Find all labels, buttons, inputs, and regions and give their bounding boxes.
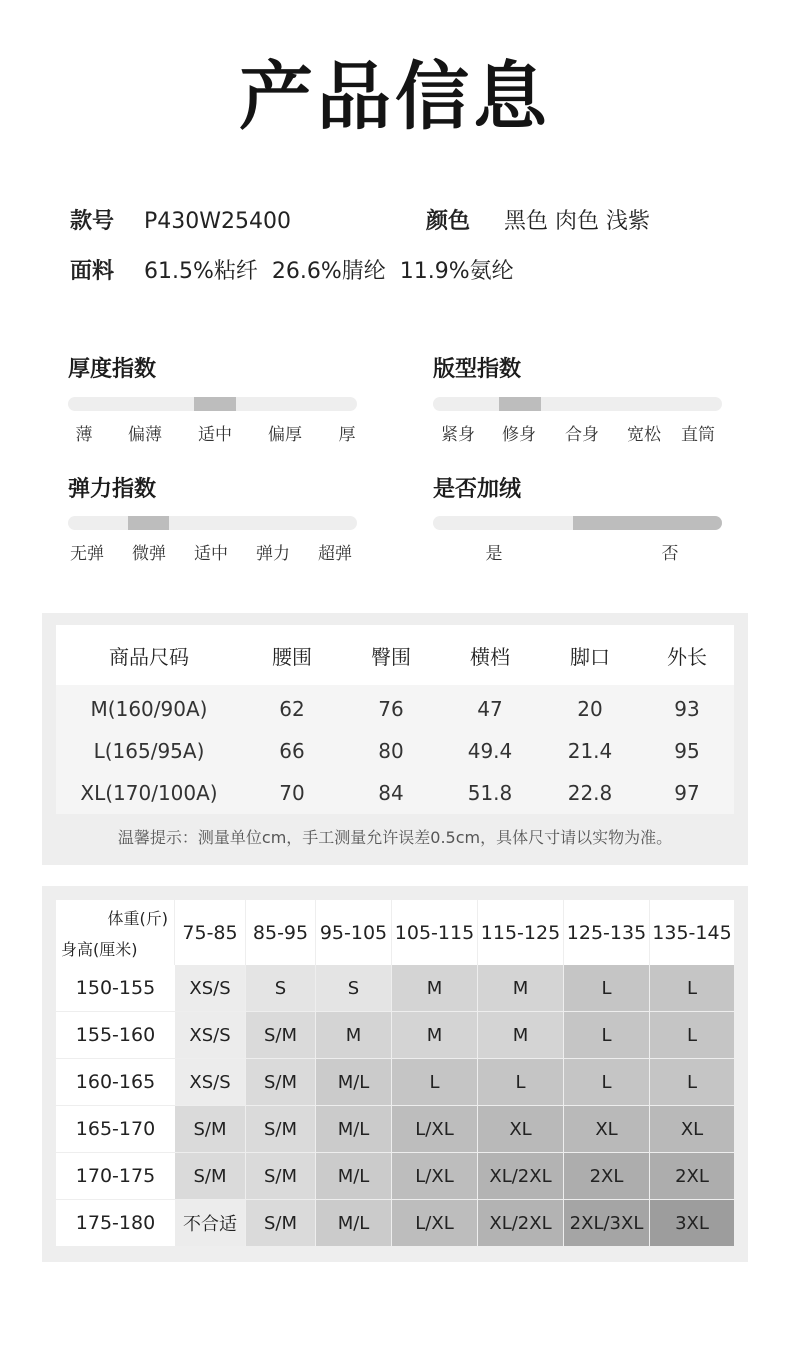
table-row bbox=[56, 1153, 734, 1200]
fit-label-loose: 宽松 bbox=[627, 425, 661, 445]
fit-label-slim: 修身 bbox=[502, 425, 536, 445]
size-cell: S/M bbox=[246, 1153, 316, 1200]
style-number-value: P430W25400 bbox=[144, 209, 292, 234]
size-cell: L bbox=[478, 1059, 564, 1106]
header-hem: 脚口 bbox=[540, 625, 640, 685]
table-row bbox=[56, 685, 734, 730]
height-axis-label: 身高(厘米) bbox=[61, 940, 138, 959]
weight-header: 85-95 bbox=[246, 900, 316, 965]
hip-cell: 80 bbox=[342, 730, 440, 772]
thickness-label-slightly-thin: 偏薄 bbox=[128, 425, 162, 445]
hip-cell: 84 bbox=[342, 772, 440, 814]
size-cell: M(160/90A) bbox=[56, 685, 242, 730]
height-cell: 175-180 bbox=[56, 1200, 175, 1246]
size-cell: L bbox=[564, 1012, 650, 1059]
page-title: 产品信息 bbox=[239, 54, 551, 140]
size-cell: 3XL bbox=[650, 1200, 734, 1246]
height-cell: 165-170 bbox=[56, 1106, 175, 1153]
size-recommendation-panel bbox=[42, 886, 748, 1262]
size-cell: S/M bbox=[246, 1200, 316, 1246]
fleece-label-no: 否 bbox=[661, 544, 679, 564]
crotch-cell: 49.4 bbox=[440, 730, 540, 772]
color-row bbox=[426, 204, 650, 235]
waist-cell: 62 bbox=[242, 685, 342, 730]
thickness-label-medium: 适中 bbox=[198, 425, 232, 445]
size-cell: XS/S bbox=[175, 1012, 246, 1059]
elasticity-label-super: 超弹 bbox=[318, 544, 352, 564]
size-recommendation-table bbox=[56, 900, 734, 1246]
size-cell: XL(170/100A) bbox=[56, 772, 242, 814]
height-cell: 155-160 bbox=[56, 1012, 175, 1059]
size-cell: XS/S bbox=[175, 1059, 246, 1106]
elasticity-label-medium: 适中 bbox=[194, 544, 228, 564]
fleece-track bbox=[433, 516, 722, 530]
table-row bbox=[56, 730, 734, 772]
weight-header: 125-135 bbox=[564, 900, 650, 965]
size-cell: L/XL bbox=[392, 1153, 478, 1200]
size-cell: L(165/95A) bbox=[56, 730, 242, 772]
thickness-label-thick: 厚 bbox=[338, 425, 356, 445]
length-cell: 97 bbox=[640, 772, 734, 814]
fabric-row bbox=[70, 254, 514, 285]
header-crotch: 横档 bbox=[440, 625, 540, 685]
size-cell: M/L bbox=[316, 1200, 392, 1246]
size-cell: M bbox=[316, 1012, 392, 1059]
fit-index-title: 版型指数 bbox=[433, 357, 522, 382]
height-cell: 170-175 bbox=[56, 1153, 175, 1200]
weight-header: 115-125 bbox=[478, 900, 564, 965]
elasticity-label-none: 无弹 bbox=[70, 544, 104, 564]
size-chart-header bbox=[56, 625, 734, 685]
elasticity-index-title: 弹力指数 bbox=[68, 477, 157, 502]
fit-index-track bbox=[433, 397, 722, 411]
thickness-label-slightly-thick: 偏厚 bbox=[268, 425, 302, 445]
size-cell: M/L bbox=[316, 1106, 392, 1153]
header-length: 外长 bbox=[640, 625, 734, 685]
size-chart-table bbox=[56, 625, 734, 814]
table-row bbox=[56, 1200, 734, 1246]
weight-header: 105-115 bbox=[392, 900, 478, 965]
length-cell: 93 bbox=[640, 685, 734, 730]
size-cell: S bbox=[246, 965, 316, 1012]
header-waist: 腰围 bbox=[242, 625, 342, 685]
size-cell: S/M bbox=[175, 1106, 246, 1153]
size-cell: L bbox=[650, 1059, 734, 1106]
size-cell: XL/2XL bbox=[478, 1153, 564, 1200]
fabric-value: 61.5%粘纤 26.6%腈纶 11.9%氨纶 bbox=[144, 259, 514, 284]
thickness-index-track bbox=[68, 397, 357, 411]
measurement-tip: 温馨提示：测量单位cm，手工测量允许误差0.5cm，具体尺寸请以实物为准。 bbox=[117, 828, 673, 847]
elasticity-index-marker bbox=[128, 516, 169, 530]
size-cell: S bbox=[316, 965, 392, 1012]
weight-header-row bbox=[56, 900, 734, 965]
fit-index-marker bbox=[499, 397, 541, 411]
hem-cell: 21.4 bbox=[540, 730, 640, 772]
fleece-marker bbox=[573, 516, 722, 530]
size-cell: XS/S bbox=[175, 965, 246, 1012]
elasticity-label-stretch: 弹力 bbox=[256, 544, 290, 564]
size-cell: M bbox=[478, 1012, 564, 1059]
waist-cell: 70 bbox=[242, 772, 342, 814]
size-cell: S/M bbox=[175, 1153, 246, 1200]
size-cell: L bbox=[650, 1012, 734, 1059]
length-cell: 95 bbox=[640, 730, 734, 772]
thickness-index-title: 厚度指数 bbox=[68, 357, 157, 382]
elasticity-index-track bbox=[68, 516, 357, 530]
weight-axis-label: 体重(斤) bbox=[107, 909, 168, 928]
size-cell: L/XL bbox=[392, 1200, 478, 1246]
hem-cell: 22.8 bbox=[540, 772, 640, 814]
height-cell: 150-155 bbox=[56, 965, 175, 1012]
table-row bbox=[56, 1059, 734, 1106]
size-cell: 2XL bbox=[650, 1153, 734, 1200]
fleece-title: 是否加绒 bbox=[433, 477, 522, 502]
table-row bbox=[56, 965, 734, 1012]
weight-header: 135-145 bbox=[650, 900, 734, 965]
size-cell: 不合适 bbox=[175, 1200, 246, 1246]
crotch-cell: 51.8 bbox=[440, 772, 540, 814]
size-cell: XL/2XL bbox=[478, 1200, 564, 1246]
thickness-index-marker bbox=[194, 397, 236, 411]
table-row bbox=[56, 1012, 734, 1059]
size-cell: XL bbox=[564, 1106, 650, 1153]
size-cell: M/L bbox=[316, 1059, 392, 1106]
size-cell: L bbox=[392, 1059, 478, 1106]
header-hip: 臀围 bbox=[342, 625, 440, 685]
table-row bbox=[56, 1106, 734, 1153]
fit-label-regular: 合身 bbox=[565, 425, 599, 445]
style-number-label: 款号 bbox=[70, 209, 115, 234]
style-number-row bbox=[70, 204, 291, 235]
size-cell: L bbox=[564, 1059, 650, 1106]
size-cell: M bbox=[392, 965, 478, 1012]
hip-cell: 76 bbox=[342, 685, 440, 730]
size-cell: M/L bbox=[316, 1153, 392, 1200]
weight-header: 95-105 bbox=[316, 900, 392, 965]
size-cell: XL bbox=[478, 1106, 564, 1153]
crotch-cell: 47 bbox=[440, 685, 540, 730]
color-value: 黑色 肉色 浅紫 bbox=[504, 209, 651, 234]
table-corner-header bbox=[56, 900, 175, 965]
size-cell: S/M bbox=[246, 1012, 316, 1059]
size-cell: M bbox=[392, 1012, 478, 1059]
table-row bbox=[56, 772, 734, 814]
color-label: 颜色 bbox=[426, 209, 471, 234]
elasticity-label-slight: 微弹 bbox=[132, 544, 166, 564]
header-size: 商品尺码 bbox=[56, 625, 242, 685]
size-cell: 2XL bbox=[564, 1153, 650, 1200]
hem-cell: 20 bbox=[540, 685, 640, 730]
height-cell: 160-165 bbox=[56, 1059, 175, 1106]
fit-label-tight: 紧身 bbox=[441, 425, 475, 445]
fit-label-straight: 直筒 bbox=[681, 425, 715, 445]
waist-cell: 66 bbox=[242, 730, 342, 772]
fabric-label: 面料 bbox=[70, 259, 115, 284]
thickness-label-thin: 薄 bbox=[75, 425, 93, 445]
size-cell: M bbox=[478, 965, 564, 1012]
size-cell: S/M bbox=[246, 1059, 316, 1106]
size-cell: 2XL/3XL bbox=[564, 1200, 650, 1246]
size-cell: L bbox=[564, 965, 650, 1012]
size-cell: S/M bbox=[246, 1106, 316, 1153]
size-chart-panel bbox=[42, 613, 748, 865]
fleece-label-yes: 是 bbox=[485, 544, 503, 564]
weight-header: 75-85 bbox=[175, 900, 246, 965]
size-cell: XL bbox=[650, 1106, 734, 1153]
size-cell: L/XL bbox=[392, 1106, 478, 1153]
size-cell: L bbox=[650, 965, 734, 1012]
